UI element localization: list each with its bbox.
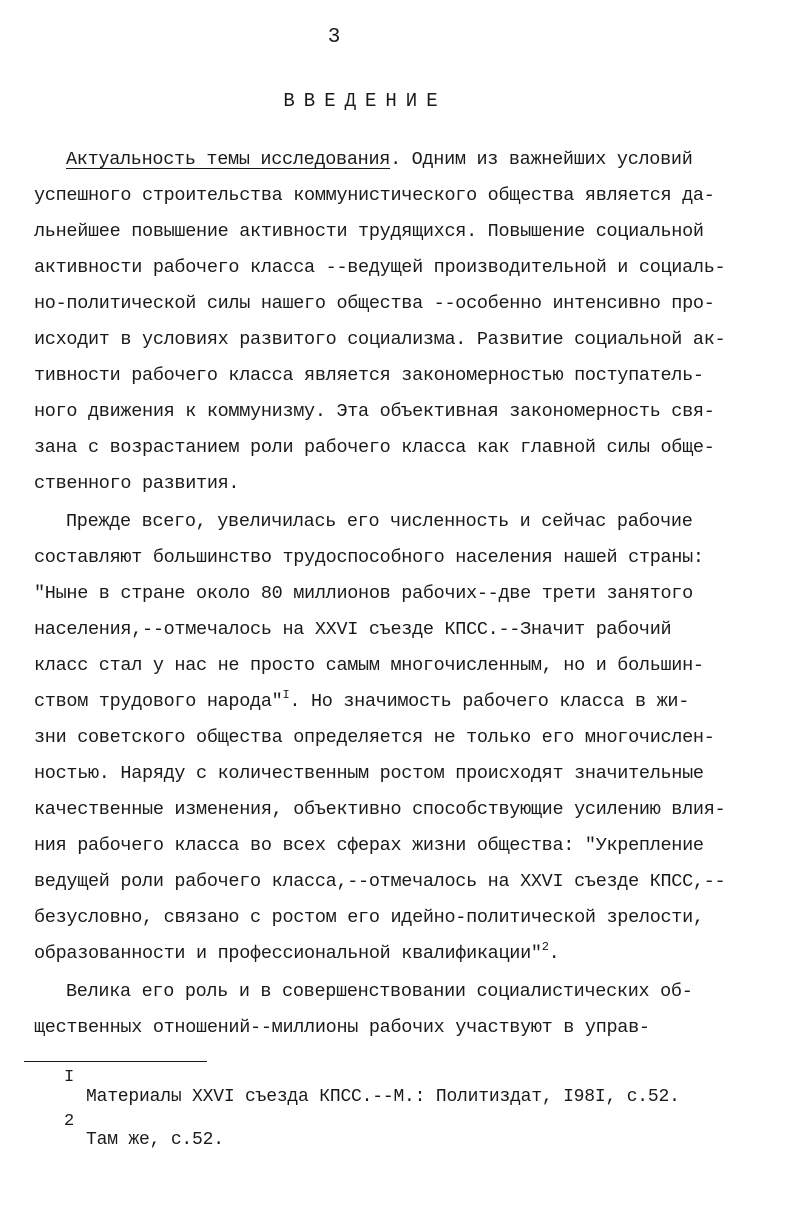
text-line: ственного развития. — [34, 473, 240, 494]
text-line: ния рабочего класса во всех сферах жизни общества: "Укрепление — [34, 835, 704, 856]
page-number: 3 — [327, 26, 341, 49]
text-line: класс стал у нас не просто самым многочисленным, но и большин- — [34, 655, 704, 676]
text-line: исходит в условиях развитого социализма. Развитие социальной ак- — [34, 329, 726, 350]
text-line: щественных отношений--миллионы рабочих участвуют в управ- — [34, 1017, 650, 1038]
text-line: Велика его роль и в совершенствовании социалистических об- — [66, 981, 693, 1002]
text-line: льнейшее повышение активности трудящихся. Повышение социальной — [34, 221, 704, 242]
text-line: "Ныне в стране около 80 миллионов рабочих--две трети занятого — [34, 583, 693, 604]
text-line: образованности и профессиональной квалификации"$^2$. — [34, 940, 560, 964]
footnote-text-2: Там же, с.52. — [86, 1130, 224, 1150]
text-line: ного движения к коммунизму. Эта объективная закономерность свя- — [34, 401, 715, 422]
text-line: зана с возрастанием роли рабочего класса как главной силы обще- — [34, 437, 715, 458]
text-line: Прежде всего, увеличилась его численность и сейчас рабочие — [66, 511, 693, 532]
text-line: ностью. Наряду с количественным ростом происходят значительные — [34, 763, 704, 784]
section-heading: ВВЕДЕНИЕ — [283, 90, 447, 112]
footnote-text-1: Материалы XXVI съезда КПСС.--М.: Политиздат, I98I, с.52. — [86, 1087, 680, 1107]
footnote-ref-1: I — [282, 688, 290, 702]
text-line: зни советского общества определяется не только его многочислен- — [34, 727, 715, 748]
text-line: активности рабочего класса --ведущей производительной и социаль- — [34, 257, 726, 278]
topic-relevance-label: Актуальность темы исследования — [66, 149, 391, 170]
footnote-mark-2: 2 — [64, 1112, 75, 1131]
text-line: качественные изменения, объективно способствующие усилению влия- — [34, 799, 726, 820]
text-line: тивности рабочего класса является закономерностью поступатель- — [34, 365, 704, 386]
text-line: населения,--отмечалось на XXVI съезде КПСС.--Значит рабочий — [34, 619, 672, 640]
footnote-mark-1: I — [64, 1068, 75, 1087]
text-line: Актуальность темы исследования. Одним из важнейших условий — [66, 149, 693, 170]
footnote-divider — [24, 1061, 207, 1062]
text-line: успешного строительства коммунистического общества является да- — [34, 185, 715, 206]
text-line: составляют большинство трудоспособного населения нашей страны: — [34, 547, 704, 568]
text-line: ством трудового народа"$^I$. Но значимость рабочего класса в жи- — [34, 688, 690, 712]
text-line: но-политической силы нашего общества --особенно интенсивно про- — [34, 293, 715, 314]
text-line: безусловно, связано с ростом его идейно-политической зрелости, — [34, 907, 704, 928]
text-line: ведущей роли рабочего класса,--отмечалось на XXVI съезде КПСС,-- — [34, 871, 726, 892]
footnote-ref-2: 2 — [541, 940, 549, 954]
